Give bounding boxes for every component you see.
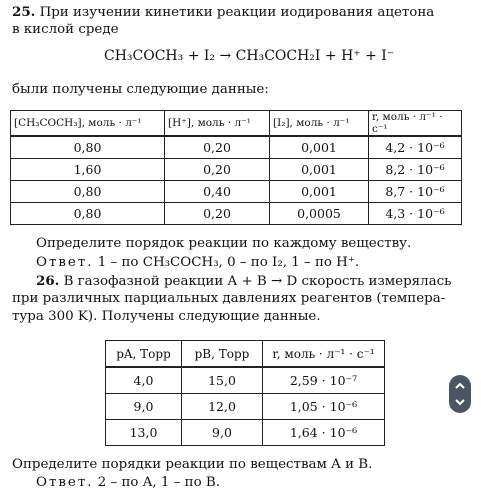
col-i2: [I₂], моль · л⁻¹: [270, 111, 369, 137]
table-row: [11, 180, 462, 202]
table-row: [106, 367, 385, 394]
col-pb: pB, Торр: [182, 341, 263, 368]
cell: 13,0: [106, 420, 182, 446]
cell: 1,64 · 10⁻⁶: [263, 420, 385, 446]
chevron-up-icon[interactable]: [454, 382, 466, 390]
cell: 0,80: [11, 180, 165, 202]
problem-25-question: Определите порядок реакции по каждому веществу.: [36, 236, 412, 251]
table-row: [11, 136, 462, 158]
col-pa: pA, Торр: [106, 341, 182, 368]
col-acetone: [CH₃COCH₃], моль · л⁻¹: [11, 111, 165, 137]
problem-26-text: В газофазной реакции A + B → D скорость измерялась: [63, 274, 452, 289]
problem-25-line2: в кислой среде: [12, 22, 119, 37]
cell: 4,3 · 10⁻⁶: [369, 202, 462, 224]
col-rate: r, моль · л⁻¹ · с⁻¹: [369, 111, 462, 137]
cell: 15,0: [182, 367, 263, 394]
col-rate: r, моль · л⁻¹ · с⁻¹: [263, 341, 385, 368]
table-row: [106, 394, 385, 420]
kinetics-table: [10, 110, 462, 225]
answer-text: 1 – по CH₃COCH₃, 0 – по I₂, 1 – по H⁺.: [97, 255, 360, 270]
cell: 9,0: [106, 394, 182, 420]
cell: 0,001: [270, 158, 369, 180]
cell: 4,0: [106, 367, 182, 394]
cell: 0,80: [11, 202, 165, 224]
cell: 0,001: [270, 136, 369, 158]
problem-26-line1: [36, 273, 451, 289]
answer-label: Ответ.: [36, 255, 94, 270]
cell: 1,05 · 10⁻⁶: [263, 394, 385, 420]
answer-label: Ответ.: [36, 475, 94, 490]
chevron-down-icon[interactable]: [454, 398, 466, 406]
cell: 0,0005: [270, 202, 369, 224]
cell: 0,20: [165, 136, 270, 158]
cell: 8,2 · 10⁻⁶: [369, 158, 462, 180]
problem-26-line2: при различных парциальных давлениях реагентов (темпера-: [12, 291, 446, 306]
chevron-up-down-icon[interactable]: [449, 375, 471, 413]
problem-25-line1: [12, 4, 434, 20]
problem-26-line3: тура 300 K). Получены следующие данные.: [12, 309, 321, 324]
problem-26-answer: [36, 475, 220, 490]
problem-25-answer: [36, 255, 359, 270]
cell: 8,7 · 10⁻⁶: [369, 180, 462, 202]
table-header-row: [106, 341, 385, 368]
problem-26-number: 26.: [36, 273, 60, 289]
reaction-equation: CH₃COCH₃ + I₂ → CH₃COCH₂I + H⁺ + I⁻: [104, 48, 395, 64]
table-row: [11, 158, 462, 180]
problem-25-number: 25.: [12, 4, 36, 20]
table-row: [106, 420, 385, 446]
cell: 9,0: [182, 420, 263, 446]
cell: 0,40: [165, 180, 270, 202]
cell: 2,59 · 10⁻⁷: [263, 367, 385, 394]
problem-25-after: были получены следующие данные:: [12, 82, 269, 97]
problem-26-question: Определите порядки реакции по веществам A и B.: [12, 457, 373, 472]
cell: 1,60: [11, 158, 165, 180]
cell: 0,20: [165, 202, 270, 224]
table-row: [11, 202, 462, 224]
cell: 12,0: [182, 394, 263, 420]
cell: 0,80: [11, 136, 165, 158]
cell: 0,001: [270, 180, 369, 202]
problem-25-intro: При изучении кинетики реакции иодирования ацетона: [39, 5, 435, 20]
table-header-row: [11, 111, 462, 137]
cell: 0,20: [165, 158, 270, 180]
pressure-table: [105, 340, 385, 446]
col-h: [H⁺], моль · л⁻¹: [165, 111, 270, 137]
answer-text: 2 – по A, 1 – по B.: [97, 475, 221, 490]
cell: 4,2 · 10⁻⁶: [369, 136, 462, 158]
